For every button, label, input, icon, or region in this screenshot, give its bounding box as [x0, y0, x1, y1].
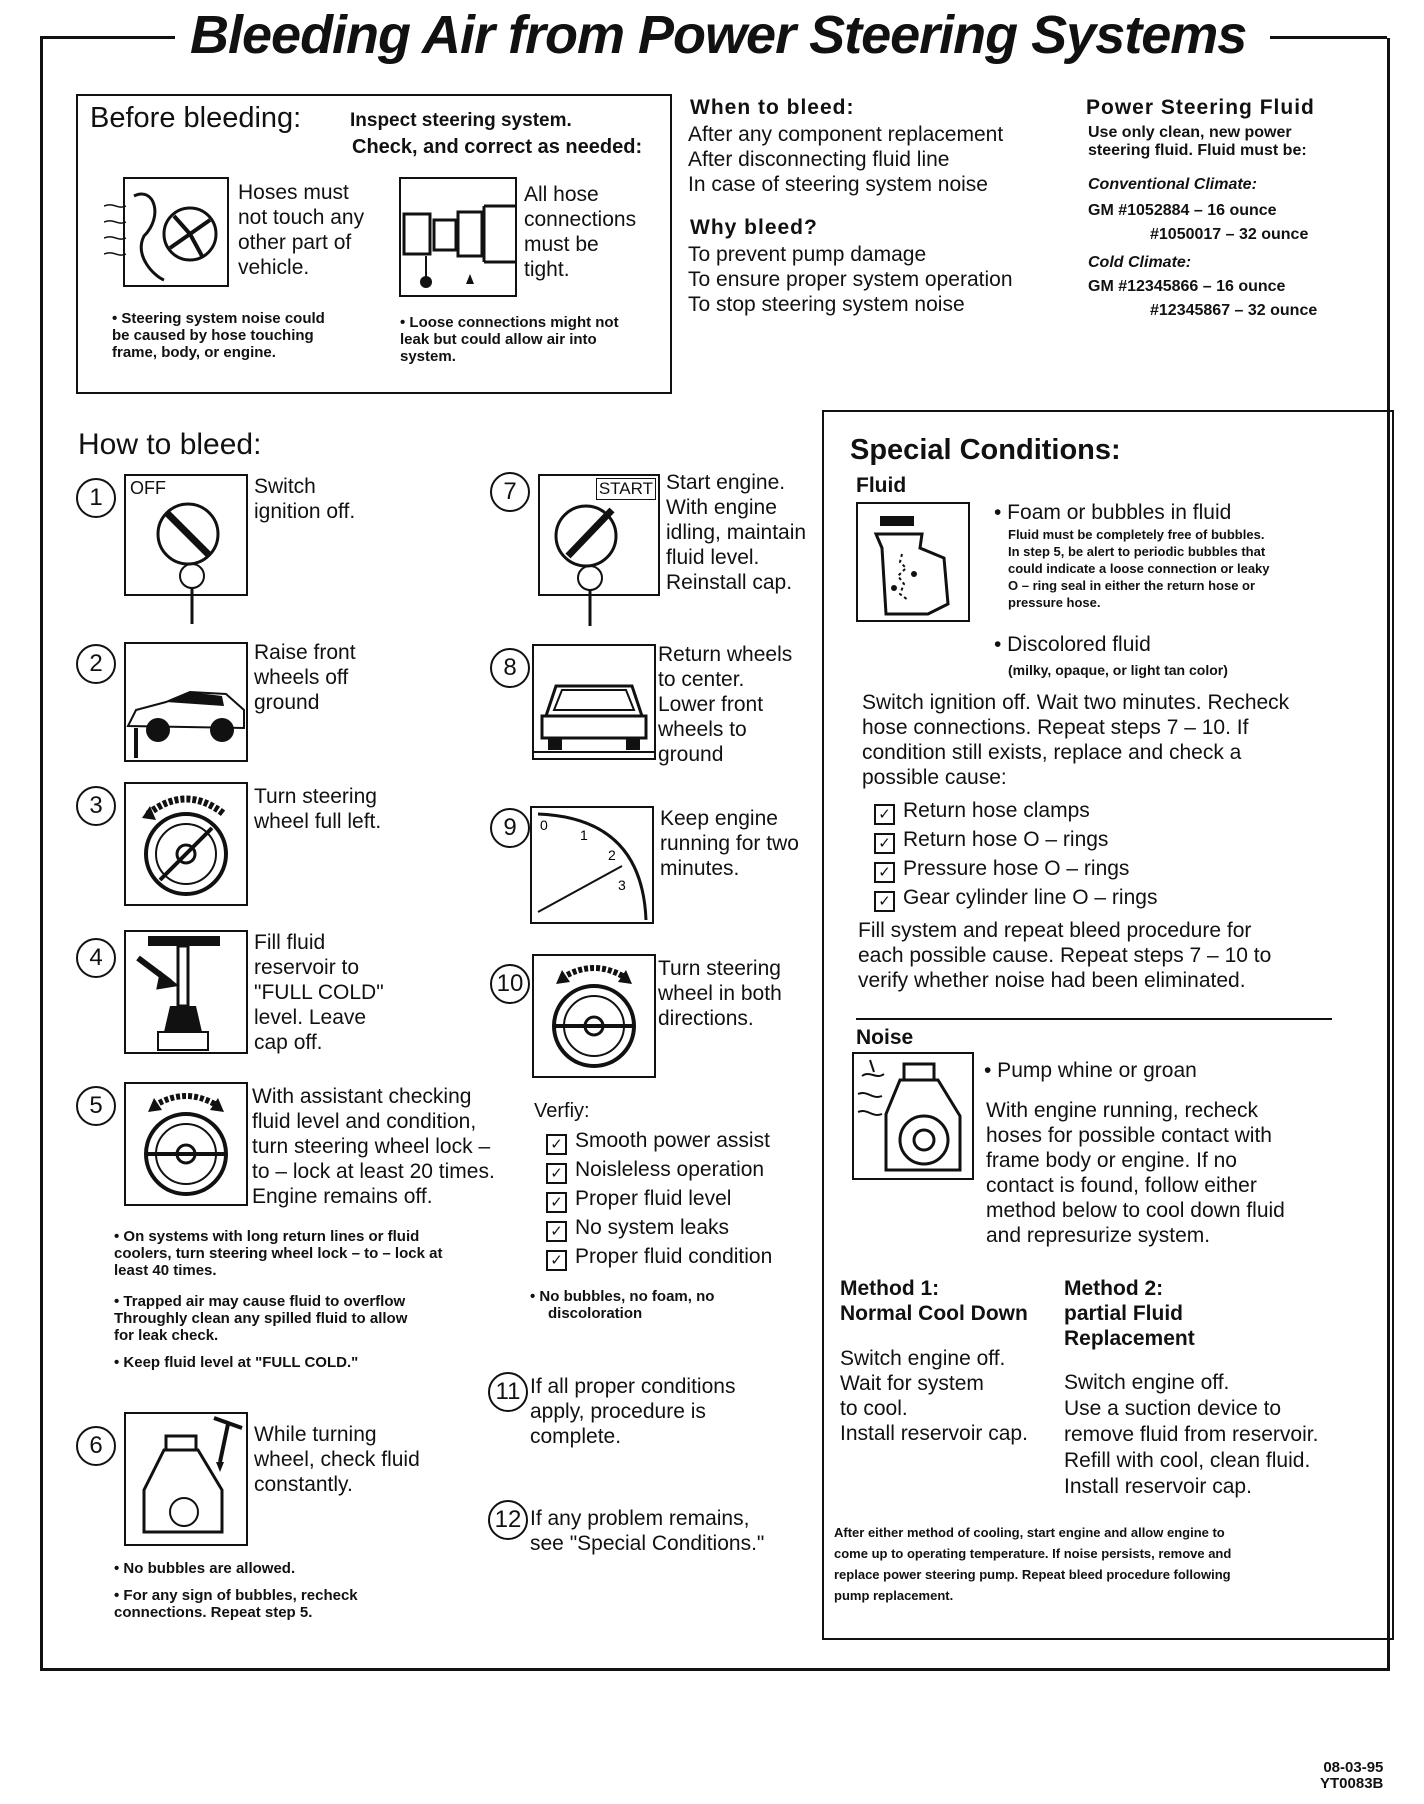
step-7-text — [666, 470, 806, 595]
verify-item — [546, 1213, 772, 1242]
method-title-line: Method 2: — [1064, 1277, 1164, 1300]
verify-heading: Verfiy: — [534, 1100, 590, 1122]
final-line: After either method of cooling, start engine and allow engine to — [834, 1525, 1225, 1540]
step-line: idling, maintain — [666, 521, 807, 544]
step-9-number: 9 — [490, 808, 530, 848]
step-line: Raise front — [254, 641, 356, 664]
noise-label: Noise — [856, 1026, 914, 1049]
step-1-number: 1 — [76, 478, 116, 518]
step-11-number: 11 — [488, 1372, 528, 1412]
checkbox-checked-icon: ✓ — [874, 833, 895, 854]
title-rule-left — [40, 36, 175, 39]
step-line: Switch — [254, 475, 316, 498]
final-line: come up to operating temperature. If noise persists, remove and — [834, 1546, 1232, 1561]
step-9-timer-gauge-illustration — [530, 806, 654, 924]
step-line: turn steering wheel lock – — [252, 1135, 491, 1158]
hoses-note-line: • Steering system noise could — [112, 310, 325, 327]
step-line: If all proper conditions — [530, 1375, 736, 1398]
foam-heading: • Foam or bubbles in fluid — [994, 501, 1232, 524]
conn-line: All hose — [524, 183, 599, 206]
hoses-text — [238, 180, 364, 280]
cause-item — [874, 825, 1157, 854]
conn-line: connections — [524, 208, 637, 231]
foam-note — [1008, 526, 1270, 611]
step-4-reservoir-illustration — [124, 930, 248, 1054]
when-heading: When to bleed: — [690, 96, 855, 119]
method-line: remove fluid from reservoir. — [1064, 1423, 1319, 1446]
conventional-part2: #1050017 – 32 ounce — [1150, 226, 1309, 243]
step-11-text — [530, 1374, 735, 1449]
step-line: Return wheels — [658, 643, 793, 666]
step-10-steering-wheel-illustration — [532, 954, 656, 1078]
fluid-reservoir-illustration — [856, 502, 970, 622]
gauge-label-0: 0 — [540, 817, 548, 833]
fill-line: Fill system and repeat bleed procedure for — [858, 919, 1252, 942]
step-1-text — [254, 474, 355, 524]
noise-line: With engine running, recheck — [986, 1099, 1258, 1122]
step-line: While turning — [254, 1423, 377, 1446]
checkbox-checked-icon: ✓ — [874, 862, 895, 883]
final-line: replace power steering pump. Repeat bleed procedure following — [834, 1567, 1231, 1582]
note-line: • Trapped air may cause fluid to overflow — [114, 1293, 406, 1310]
recheck-line: Switch ignition off. Wait two minutes. Recheck — [862, 691, 1290, 714]
footer — [1320, 1760, 1383, 1792]
step-line: see "Special Conditions." — [530, 1532, 765, 1555]
conventional-part1: GM #1052884 – 16 ounce — [1088, 202, 1277, 219]
verify-item-label: Noisleless operation — [575, 1158, 765, 1181]
cold-label: Cold Climate: — [1088, 254, 1192, 271]
hoses-note-line: frame, body, or engine. — [112, 344, 276, 361]
method-line: Install reservoir cap. — [840, 1422, 1028, 1445]
verify-list — [546, 1126, 772, 1271]
step-line: directions. — [658, 1007, 754, 1030]
step-5-text — [252, 1084, 495, 1209]
step-2-number: 2 — [76, 644, 116, 684]
step-8-number: 8 — [490, 648, 530, 688]
off-label: OFF — [130, 478, 166, 498]
step-12-text — [530, 1506, 764, 1556]
verify-item-label: Proper fluid level — [575, 1187, 732, 1210]
checkbox-checked-icon: ✓ — [874, 891, 895, 912]
before-heading: Before bleeding: — [90, 102, 302, 134]
step-line: Turn steering — [254, 785, 377, 808]
fluid-spec-heading: Power Steering Fluid — [1086, 96, 1315, 119]
final-line: pump replacement. — [834, 1588, 954, 1603]
hoses-line: not touch any — [238, 206, 365, 229]
step-line: to center. — [658, 668, 745, 691]
method-title-line: Normal Cool Down — [840, 1302, 1028, 1325]
step-line: minutes. — [660, 857, 740, 880]
conn-note-line: leak but could allow air into — [400, 331, 597, 348]
step-8-car-front-illustration — [532, 644, 656, 760]
noise-line: method below to cool down fluid — [986, 1199, 1285, 1222]
conn-note-line: system. — [400, 348, 456, 365]
note-line: • For any sign of bubbles, recheck — [114, 1587, 358, 1604]
noise-heading: • Pump whine or groan — [984, 1059, 1197, 1082]
noise-text — [986, 1098, 1285, 1248]
cause-item — [874, 796, 1157, 825]
step-line: wheel full left. — [254, 810, 382, 833]
step-2-car-raised-illustration — [124, 642, 248, 762]
step-line: Engine remains off. — [252, 1185, 433, 1208]
noise-line: contact is found, follow either — [986, 1174, 1257, 1197]
step-line: "FULL COLD" — [254, 981, 384, 1004]
final-note — [834, 1522, 1231, 1606]
discolored-heading: • Discolored fluid — [994, 633, 1151, 656]
title-rule-right — [1270, 36, 1387, 39]
verify-item-label: No system leaks — [575, 1216, 730, 1239]
step-6-text — [254, 1422, 420, 1497]
step-line: Lower front — [658, 693, 764, 716]
fluid-label: Fluid — [856, 474, 907, 497]
method-line: to cool. — [840, 1397, 908, 1420]
checkbox-checked-icon: ✓ — [546, 1163, 567, 1184]
fill-text — [858, 918, 1271, 993]
why-item: To ensure proper system operation — [688, 268, 1013, 291]
step-line: Reinstall cap. — [666, 571, 793, 594]
method-line: Switch engine off. — [840, 1347, 1006, 1370]
connection-illustration — [398, 176, 518, 298]
footer-date: 08-03-95 — [1323, 1759, 1384, 1776]
step-9-text — [660, 806, 799, 881]
intro-line: steering fluid. Fluid must be: — [1088, 142, 1307, 159]
step-2-text — [254, 640, 356, 715]
noise-line: and represurize system. — [986, 1224, 1211, 1247]
method-title-line: Replacement — [1064, 1327, 1195, 1350]
how-heading: How to bleed: — [78, 428, 262, 461]
method-line: Refill with cool, clean fluid. — [1064, 1449, 1311, 1472]
step-line: With engine — [666, 496, 777, 519]
method-line: Wait for system — [840, 1372, 984, 1395]
recheck-text — [862, 690, 1289, 790]
cause-label: Return hose clamps — [903, 799, 1090, 822]
special-heading: Special Conditions: — [850, 434, 1121, 466]
start-label: START — [596, 478, 656, 500]
checkbox-checked-icon: ✓ — [546, 1250, 567, 1271]
foam-note-line: Fluid must be completely free of bubbles. — [1008, 527, 1265, 542]
step-6-notes — [114, 1560, 358, 1621]
checkbox-checked-icon: ✓ — [546, 1192, 567, 1213]
verify-item — [546, 1242, 772, 1271]
intro-line: Use only clean, new power — [1088, 124, 1292, 141]
step-5-steering-wheel-illustration — [124, 1082, 248, 1206]
conventional-label: Conventional Climate: — [1088, 176, 1257, 193]
cold-part2: #12345867 – 32 ounce — [1150, 302, 1318, 319]
step-3-steering-wheel-illustration — [124, 782, 248, 906]
step-line: complete. — [530, 1425, 622, 1448]
step-5-notes — [114, 1228, 442, 1371]
note-line: connections. Repeat step 5. — [114, 1604, 313, 1621]
note-line: • On systems with long return lines or fluid — [114, 1228, 420, 1245]
fill-line: each possible cause. Repeat steps 7 – 10 to — [858, 944, 1272, 967]
step-line: Fill fluid — [254, 931, 326, 954]
step-line: wheel, check fluid — [254, 1448, 420, 1471]
conn-note-line: • Loose connections might not — [400, 314, 619, 331]
recheck-line: condition still exists, replace and check a — [862, 741, 1242, 764]
connections-note — [400, 314, 619, 365]
verify-item — [546, 1126, 772, 1155]
hose-illustration — [104, 176, 230, 288]
verify-item-label: Smooth power assist — [575, 1129, 770, 1152]
noise-line: frame body or engine. If no — [986, 1149, 1237, 1172]
hoses-line: Hoses must — [238, 181, 349, 204]
when-list — [688, 122, 1003, 197]
when-item: In case of steering system noise — [688, 173, 988, 196]
step-4-text — [254, 930, 384, 1055]
step-line: cap off. — [254, 1031, 323, 1054]
noisy-pump-illustration — [852, 1052, 974, 1180]
hoses-note — [112, 310, 325, 361]
step-line: Keep engine — [660, 807, 778, 830]
method-title-line: Method 1: — [840, 1277, 940, 1300]
causes-list — [874, 796, 1157, 912]
step-line: ground — [254, 691, 320, 714]
conn-line: tight. — [524, 258, 570, 281]
hoses-line: vehicle. — [238, 256, 310, 279]
note-line: least 40 times. — [114, 1262, 217, 1279]
recheck-line: hose connections. Repeat steps 7 – 10. If — [862, 716, 1249, 739]
foam-note-line: In step 5, be alert to periodic bubbles that — [1008, 544, 1266, 559]
why-heading: Why bleed? — [690, 216, 818, 239]
connections-text — [524, 182, 636, 282]
when-item: After disconnecting fluid line — [688, 148, 950, 171]
note-line: for leak check. — [114, 1327, 219, 1344]
step-3-number: 3 — [76, 786, 116, 826]
method-line: Switch engine off. — [1064, 1371, 1230, 1394]
note-line: • Keep fluid level at "FULL COLD." — [114, 1354, 359, 1371]
step-5-number: 5 — [76, 1086, 116, 1126]
step-line: ground — [658, 743, 724, 766]
step-line: reservoir to — [254, 956, 360, 979]
method-2-title — [1064, 1276, 1195, 1351]
verify-item-label: Proper fluid condition — [575, 1245, 773, 1268]
method-1-text — [840, 1346, 1028, 1446]
method-line: Use a suction device to — [1064, 1397, 1282, 1420]
verify-item — [546, 1155, 772, 1184]
conn-line: must be — [524, 233, 599, 256]
step-4-number: 4 — [76, 938, 116, 978]
step-line: apply, procedure is — [530, 1400, 706, 1423]
noise-line: hoses for possible contact with — [986, 1124, 1272, 1147]
cause-item — [874, 883, 1157, 912]
gauge-label-3: 3 — [618, 877, 626, 893]
step-line: to – lock at least 20 times. — [252, 1160, 495, 1183]
fill-line: verify whether noise had been eliminated. — [858, 969, 1246, 992]
gauge-label-2: 2 — [608, 847, 616, 863]
checkbox-checked-icon: ✓ — [874, 804, 895, 825]
note-line: Throughly clean any spilled fluid to allow — [114, 1310, 408, 1327]
step-line: If any problem remains, — [530, 1507, 750, 1530]
checkbox-checked-icon: ✓ — [546, 1221, 567, 1242]
recheck-line: possible cause: — [862, 766, 1007, 789]
cause-item — [874, 854, 1157, 883]
step-line: Turn steering — [658, 957, 781, 980]
step-line: fluid level and condition, — [252, 1110, 477, 1133]
step-7-number: 7 — [490, 472, 530, 512]
foam-note-line: O – ring seal in either the return hose or — [1008, 578, 1256, 593]
method-title-line: partial Fluid — [1064, 1302, 1184, 1325]
note-line: • No bubbles, no foam, no — [530, 1288, 715, 1305]
cause-label: Return hose O – rings — [903, 828, 1109, 851]
before-sub2: Check, and correct as needed: — [352, 136, 643, 158]
when-item: After any component replacement — [688, 123, 1004, 146]
page-title: Bleeding Air from Power Steering Systems — [190, 5, 1247, 65]
before-sub1: Inspect steering system. — [350, 110, 572, 131]
step-line: constantly. — [254, 1473, 353, 1496]
footer-code: YT0083B — [1320, 1775, 1384, 1792]
method-1-title — [840, 1276, 1028, 1326]
step-line: wheels to — [658, 718, 747, 741]
why-item: To prevent pump damage — [688, 243, 927, 266]
foam-note-line: could indicate a loose connection or leaky — [1008, 561, 1270, 576]
step-3-text — [254, 784, 381, 834]
cause-label: Gear cylinder line O – rings — [903, 886, 1158, 909]
cause-label: Pressure hose O – rings — [903, 857, 1130, 880]
checkbox-checked-icon: ✓ — [546, 1134, 567, 1155]
method-line: Install reservoir cap. — [1064, 1475, 1252, 1498]
step-1-ignition-illustration — [124, 474, 248, 596]
step-line: With assistant checking — [252, 1085, 472, 1108]
gauge-label-1: 1 — [580, 827, 588, 843]
step-10-number: 10 — [490, 964, 530, 1004]
foam-note-line: pressure hose. — [1008, 595, 1101, 610]
verify-note — [530, 1288, 714, 1322]
fluid-spec-intro — [1088, 124, 1307, 160]
hoses-line: other part of — [238, 231, 352, 254]
step-7-ignition-start-illustration — [538, 474, 660, 596]
step-6-number: 6 — [76, 1426, 116, 1466]
note-line: • No bubbles are allowed. — [114, 1560, 296, 1577]
verify-item — [546, 1184, 772, 1213]
hoses-note-line: be caused by hose touching — [112, 327, 314, 344]
discolored-note: (milky, opaque, or light tan color) — [1008, 662, 1228, 678]
why-list — [688, 242, 1013, 317]
step-line: wheel in both — [658, 982, 782, 1005]
note-line: coolers, turn steering wheel lock – to – lock at — [114, 1245, 443, 1262]
why-item: To stop steering system noise — [688, 293, 965, 316]
step-line: Start engine. — [666, 471, 786, 494]
step-line: ignition off. — [254, 500, 356, 523]
section-divider — [856, 1018, 1332, 1020]
step-10-text — [658, 956, 782, 1031]
step-8-text — [658, 642, 792, 767]
step-line: wheels off — [254, 666, 349, 689]
step-line: running for two — [660, 832, 799, 855]
step-12-number: 12 — [488, 1500, 528, 1540]
cold-part1: GM #12345866 – 16 ounce — [1088, 278, 1286, 295]
step-line: fluid level. — [666, 546, 760, 569]
step-6-pump-illustration — [124, 1412, 248, 1546]
method-2-text — [1064, 1370, 1318, 1500]
step-line: level. Leave — [254, 1006, 367, 1029]
note-line: discoloration — [548, 1305, 643, 1322]
